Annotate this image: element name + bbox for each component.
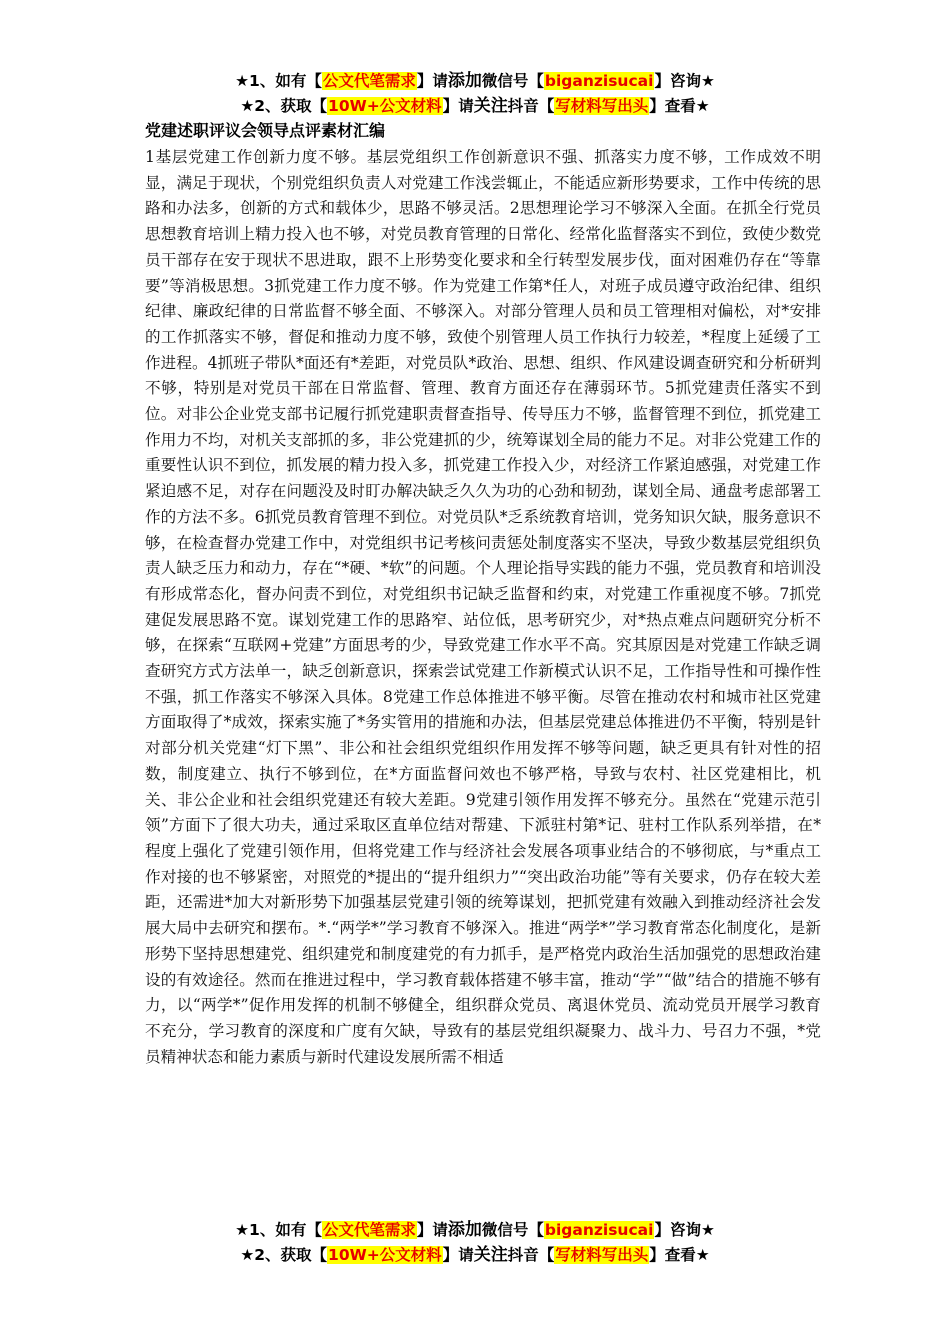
highlight-text: 公文代笔需求 xyxy=(322,72,416,90)
banner-text: ★2、获取【 xyxy=(240,1246,328,1264)
banner-text: 】咨询★ xyxy=(654,72,715,90)
banner-text: 】咨询★ xyxy=(654,1221,715,1239)
document-title: 党建述职评议会领导点评素材汇编 xyxy=(145,121,386,140)
highlight-text: 10W+公文材料 xyxy=(328,1246,442,1264)
banner-text: 】请 xyxy=(442,97,474,115)
wechat-id: biganzisucai xyxy=(544,1221,654,1239)
banner-text: ★1、如有【 xyxy=(235,1221,322,1239)
banner-text: 】请 xyxy=(416,72,448,90)
highlight-text: 公文代笔需求 xyxy=(322,1221,416,1239)
banner-text: ★2、获取【 xyxy=(240,97,328,115)
emphasis-text: 关注 xyxy=(473,1245,508,1265)
promo-banner-bottom-line1 xyxy=(0,1219,950,1241)
douyin-account: 写材料写出头 xyxy=(555,1246,649,1264)
banner-text: 】请 xyxy=(442,1246,474,1264)
banner-text: 】查看★ xyxy=(649,97,710,115)
promo-banner-top-line1 xyxy=(0,70,950,92)
body-paragraph: 1基层党建工作创新力度不够。基层党组织工作创新意识不强、抓落实力度不够，工作成效不明显，满足于现状，个别党组织负责人对党建工作浅尝辄止，不能适应新形势要求，工作中传统的思路和办法多，创新的方式和载体少，思路不够灵活。2思想理论学习不够深入全面。在抓全行党员思想教育培训上精力投入也不够，对党员教育管理的日常化、经常化监督落实不到位，致使少数党员干部存在安于现状不思进取，跟不上形势变化要求和全行转型发展步伐，面对困难仍存在“等靠要”等消极思想。3抓党建工作力度不够。作为党建工作第*任人，对班子成员遵守政治纪律、组织纪律、廉政纪律的日常监督不够全面、不够深入。对部分管理人员和员工管理相对偏松，对*安排的工作抓落实不够，督促和推动力度不够，致使个别管理人员工作执行力较差，*程度上延缓了工作进程。4抓班子带队*面还有*差距，对党员队*政治、思想、组织、作风建设调查研究和分析研判不够，特别是对党员干部在日常监督、管理、教育方面还存在薄弱环节。5抓党建责任落实不到位。对非公企业党支部书记履行抓党建职责督查指导、传导压力不够，监督管理不到位，抓党建工作用力不均，对机关支部抓的多，非公党建抓的少，统筹谋划全局的能力不足。对非公党建工作的重要性认识不到位，抓发展的精力投入多，抓党建工作投入少，对经济工作紧迫感强，对党建工作紧迫感不足，对存在问题没及时盯办解决缺乏久久为功的心劲和韧劲，谋划全局、通盘考虑部署工作的方法不多。6抓党员教育管理不到位。对党员队*乏系统教育培训，党务知识欠缺，服务意识不够，在检查督办党建工作中，对党组织书记考核问责惩处制度落实不坚决，导致少数基层党组织负责人缺乏压力和动力，存在“*硬、*软”的问题。个人理论指导实践的能力不强，党员教育和培训没有形成常态化，督办问责不到位，对党组织书记缺乏监督和约束，对党建工作重视度不够。7抓党建促发展思路不宽。谋划党建工作的思路窄、站位低，思考研究少，对*热点难点问题研究分析不够，在探索“互联网+党建”方面思考的少，导致党建工作水平不高。究其原因是对党建工作缺乏调查研究方式方法单一，缺乏创新意识，探索尝试党建工作新模式认识不足，工作指导性和可操作性不强，抓工作落实不够深入具体。8党建工作总体推进不够平衡。尽管在推动农村和城市社区党建方面取得了*成效，探索实施了*务实管用的措施和办法，但基层党建总体推进仍不平衡，特别是针对部分机关党建“灯下黑”、非公和社会组织党组织作用发挥不够等问题，缺乏更具有针对性的招数，制度建立、执行不够到位，在*方面监督问效也不够严格，导致与农村、社区党建相比，机关、非公企业和社会组织党建还有较大差距。9党建引领作用发挥不够充分。虽然在“党建示范引领”方面下了很大功夫，通过采取区直单位结对帮建、下派驻村第*记、驻村工作队系列举措，在*程度上强化了党建引领作用，但将党建工作与经济社会发展各项事业结合的不够彻底，与*重点工作对接的也不够紧密，对照党的*提出的“提升组织力”“突出政治功能”等有关要求，仍存在较大差距，还需进*加大对新形势下加强基层党建引领的统筹谋划，把抓党建有效融入到推动经济社会发展大局中去研究和摆布。*.“两学*”学习教育不够深入。推进“两学*”学习教育常态化制度化，是新形势下坚持思想建党、组织建党和制度建党的有力抓手，是严格党内政治生活加强党的思想政治建设的有效途径。然而在推进过程中，学习教育载体搭建不够丰富，推动“学”“做”结合的措施不够有力，以“两学*”促作用发挥的机制不够健全，组织群众党员、离退休党员、流动党员开展学习教育不充分，学习教育的深度和广度有欠缺，导致有的基层党组织凝聚力、战斗力、号召力不强，*党员精神状态和能力素质与新时代建设发展所需不相适 xyxy=(145,148,821,1066)
promo-banner-bottom-line2 xyxy=(0,1244,950,1266)
emphasis-text: 添加 xyxy=(447,71,482,91)
banner-text: 抖音【 xyxy=(507,97,555,115)
banner-text: 抖音【 xyxy=(507,1246,555,1264)
banner-text: 微信号【 xyxy=(481,1221,544,1239)
banner-text: 微信号【 xyxy=(481,72,544,90)
banner-text: 】请 xyxy=(416,1221,448,1239)
emphasis-text: 添加 xyxy=(447,1220,482,1240)
highlight-text: 10W+公文材料 xyxy=(328,97,442,115)
wechat-id: biganzisucai xyxy=(544,72,654,90)
banner-text: 】查看★ xyxy=(649,1246,710,1264)
promo-banner-top-line2 xyxy=(0,95,950,117)
document-body xyxy=(145,145,821,1070)
banner-text: ★1、如有【 xyxy=(235,72,322,90)
douyin-account: 写材料写出头 xyxy=(555,97,649,115)
emphasis-text: 关注 xyxy=(473,96,508,116)
